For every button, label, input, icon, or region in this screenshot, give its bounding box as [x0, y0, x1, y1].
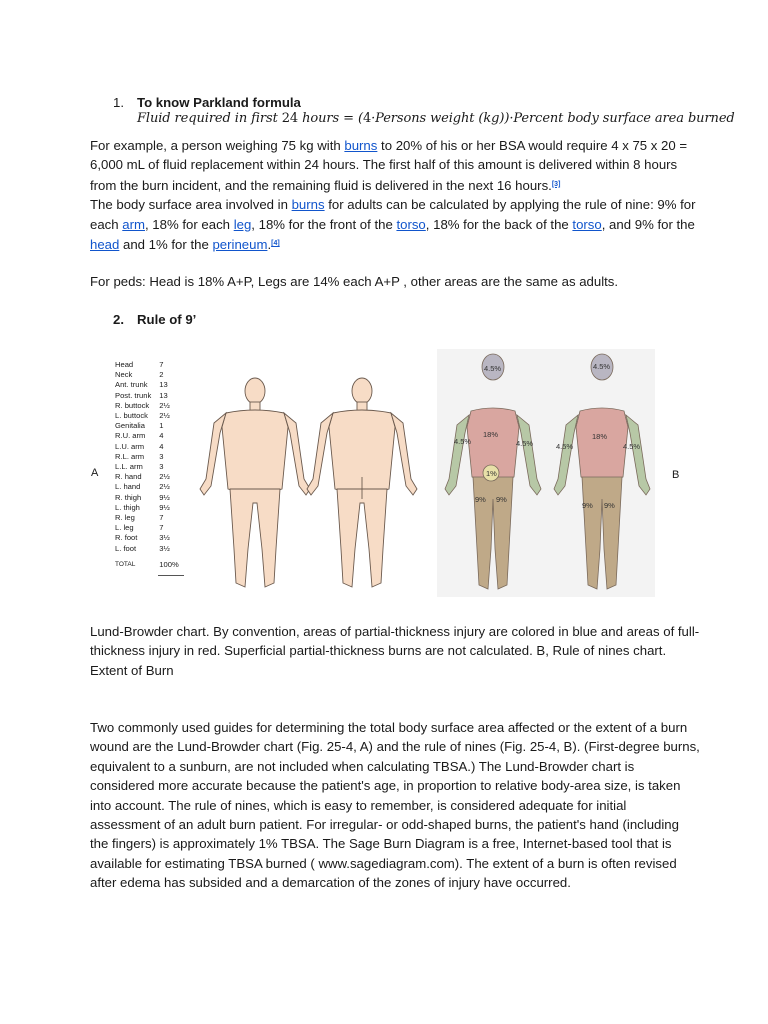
region-value: 1 — [159, 421, 164, 431]
link-burns[interactable]: burns — [344, 138, 378, 153]
region-label: R. foot — [115, 533, 138, 543]
text-run: , and 9% for the — [601, 216, 695, 232]
region-value: 13 — [159, 390, 168, 400]
front-trunk-pct: 18% — [483, 430, 499, 439]
front-head-pct: 4.5% — [484, 364, 502, 373]
peds-note: For peds: Head is 18% A+P, Legs are 14% each A+P , other areas are the same as adults. — [90, 274, 619, 289]
total-label: TOTAL — [115, 560, 136, 568]
region-value: 13 — [159, 380, 168, 390]
caption-text: Lund-Browder chart. By convention, areas of partial-thickness injury are colored in blue and areas of full-thickness injury in red. Superficial partial-thickness burns are not calculated. B, Rule of nines chart. — [90, 624, 700, 659]
region-value: 2½ — [159, 400, 170, 410]
region-value: 9½ — [159, 492, 170, 502]
link-burns-2[interactable]: burns — [291, 197, 325, 213]
citation-4[interactable]: [4] — [271, 240, 280, 248]
list-number: 2. — [113, 312, 124, 327]
citation-3[interactable]: [3] — [551, 180, 561, 188]
region-value: 4 — [159, 441, 164, 451]
region-label: Genitalia — [115, 421, 145, 431]
region-value: 3½ — [159, 543, 170, 553]
front-arm-right-pct: 4.5% — [516, 439, 534, 448]
parkland-formula — [137, 111, 735, 126]
link-head[interactable]: head — [90, 237, 120, 253]
region-label: Head — [115, 360, 134, 369]
link-perineum[interactable]: perineum — [212, 237, 268, 253]
region-label: L. hand — [115, 482, 141, 492]
front-leg-left-pct: 9% — [475, 495, 486, 504]
front-arm-left-pct: 4.5% — [454, 437, 472, 446]
region-value: 7 — [159, 523, 164, 533]
rule-of-nines-drawing — [437, 349, 655, 597]
formula-number: 24 — [281, 111, 299, 126]
region-label: L.U. arm — [115, 441, 145, 451]
region-label: R.U. arm — [115, 431, 146, 441]
text-run: , 18% for the front of the — [251, 216, 397, 232]
text-run: for adults can be calculated by applying the rule of nine: 9% for each — [90, 197, 696, 232]
link-torso[interactable]: torso — [396, 216, 426, 232]
region-value: 3 — [159, 462, 164, 472]
region-label: R. leg — [115, 513, 135, 523]
front-genital-pct: 1% — [486, 469, 497, 478]
figure-caption — [90, 622, 700, 680]
parkland-paragraph — [90, 136, 700, 254]
region-value: 2½ — [159, 472, 170, 482]
text-run: For example, a person weighing 75 kg with — [90, 138, 345, 153]
formula-text: Fluid required in first — [137, 111, 282, 126]
text-run: , 18% for each — [144, 216, 234, 232]
front-body-outline — [200, 378, 310, 587]
region-value: 3 — [159, 451, 164, 461]
back-arm-right-pct: 4.5% — [623, 442, 641, 451]
rule-of-nines-figure — [437, 349, 655, 597]
section-title: To know Parkland formula — [137, 95, 301, 110]
text-run: and 1% for the — [119, 237, 213, 253]
text-run: to 20% of his or her BSA would require 4 x 75 x 20 = 6,000 mL of fluid replacement within 24 hours. The first half of this amount is delivered within 8 hours from the burn incident, and the remaining fluid is delivered in the next 16 hours. — [90, 138, 688, 193]
region-label: R. thigh — [115, 492, 142, 502]
region-label: R. hand — [115, 472, 142, 482]
region-label: Neck — [115, 370, 133, 380]
text-run: , 18% for the back of the — [425, 216, 573, 232]
region-label: L. thigh — [115, 502, 140, 512]
region-label: L.L. arm — [115, 462, 143, 472]
formula-text: ·Persons weight (kg))·Percent body surface area burned — [371, 111, 735, 126]
formula-number: 4 — [362, 111, 372, 126]
back-trunk-pct: 18% — [592, 432, 608, 441]
body-outline-drawings — [110, 349, 426, 597]
caption-subtitle: Extent of Burn — [90, 662, 174, 678]
region-value: 2 — [159, 370, 164, 380]
text-run: . — [267, 237, 272, 253]
region-label: R.L. arm — [115, 451, 145, 461]
region-label: Post. trunk — [115, 390, 152, 400]
link-leg[interactable]: leg — [233, 216, 252, 232]
region-value: 2½ — [159, 482, 170, 492]
section-title: Rule of 9’ — [137, 312, 197, 327]
link-arm[interactable]: arm — [122, 216, 145, 232]
formula-text: hours = ( — [298, 111, 363, 126]
extent-of-burn-paragraph: Two commonly used guides for determining the total body surface area affected or the extent of a burn wound are the Lund-Browder chart (Fig. 25-4, A) and the rule of nines (Fig. 25-4, B). (First-degree burns, equivalent to a sunburn, are not included when calculating TBSA.) The Lund-Browder chart is considered more accurate because the patient's age, in proportion to relative body-area size, is taken into account. The rule of nines, which is easy to remember, is considered adequate for initial assessment of an adult burn patient. For irregular- or odd-shaped burns, the patient's hand (including the fingers) is approximately 1% TBSA. The Sage Burn Diagram is a free, Internet-based tool that is available for estimating TBSA burned ( www.sagediagram.com). The extent of a burn is often revised after edema has subsided and a demarcation of the zones of injury have occurred. — [90, 720, 700, 891]
region-value: 3½ — [159, 533, 170, 543]
figure-label-a: A — [91, 467, 99, 479]
section-heading-1 — [113, 95, 301, 110]
list-number: 1. — [113, 95, 124, 110]
region-value: 4 — [159, 431, 164, 441]
region-label: L. buttock — [115, 411, 148, 421]
back-rule-body — [554, 354, 650, 589]
region-value: 7 — [159, 513, 164, 523]
region-value: 2½ — [159, 411, 170, 421]
back-body-outline — [307, 378, 417, 587]
back-arm-left-pct: 4.5% — [556, 442, 574, 451]
region-value: 7 — [159, 360, 164, 369]
region-label: L. leg — [115, 523, 134, 533]
lund-browder-figure — [110, 349, 426, 597]
region-value: 9½ — [159, 502, 170, 512]
text-run: The body surface area involved in — [90, 197, 292, 213]
back-leg-left-pct: 9% — [582, 501, 593, 510]
region-label: Ant. trunk — [115, 380, 148, 390]
front-leg-right-pct: 9% — [496, 495, 507, 504]
back-head-pct: 4.5% — [593, 362, 611, 371]
region-label: L. foot — [115, 543, 137, 553]
region-label: R. buttock — [115, 400, 150, 410]
section-heading-2 — [113, 312, 196, 327]
link-torso-2[interactable]: torso — [572, 216, 602, 232]
figure-label-b: B — [672, 469, 680, 481]
total-value: 100% — [159, 559, 179, 569]
back-leg-right-pct: 9% — [604, 501, 615, 510]
